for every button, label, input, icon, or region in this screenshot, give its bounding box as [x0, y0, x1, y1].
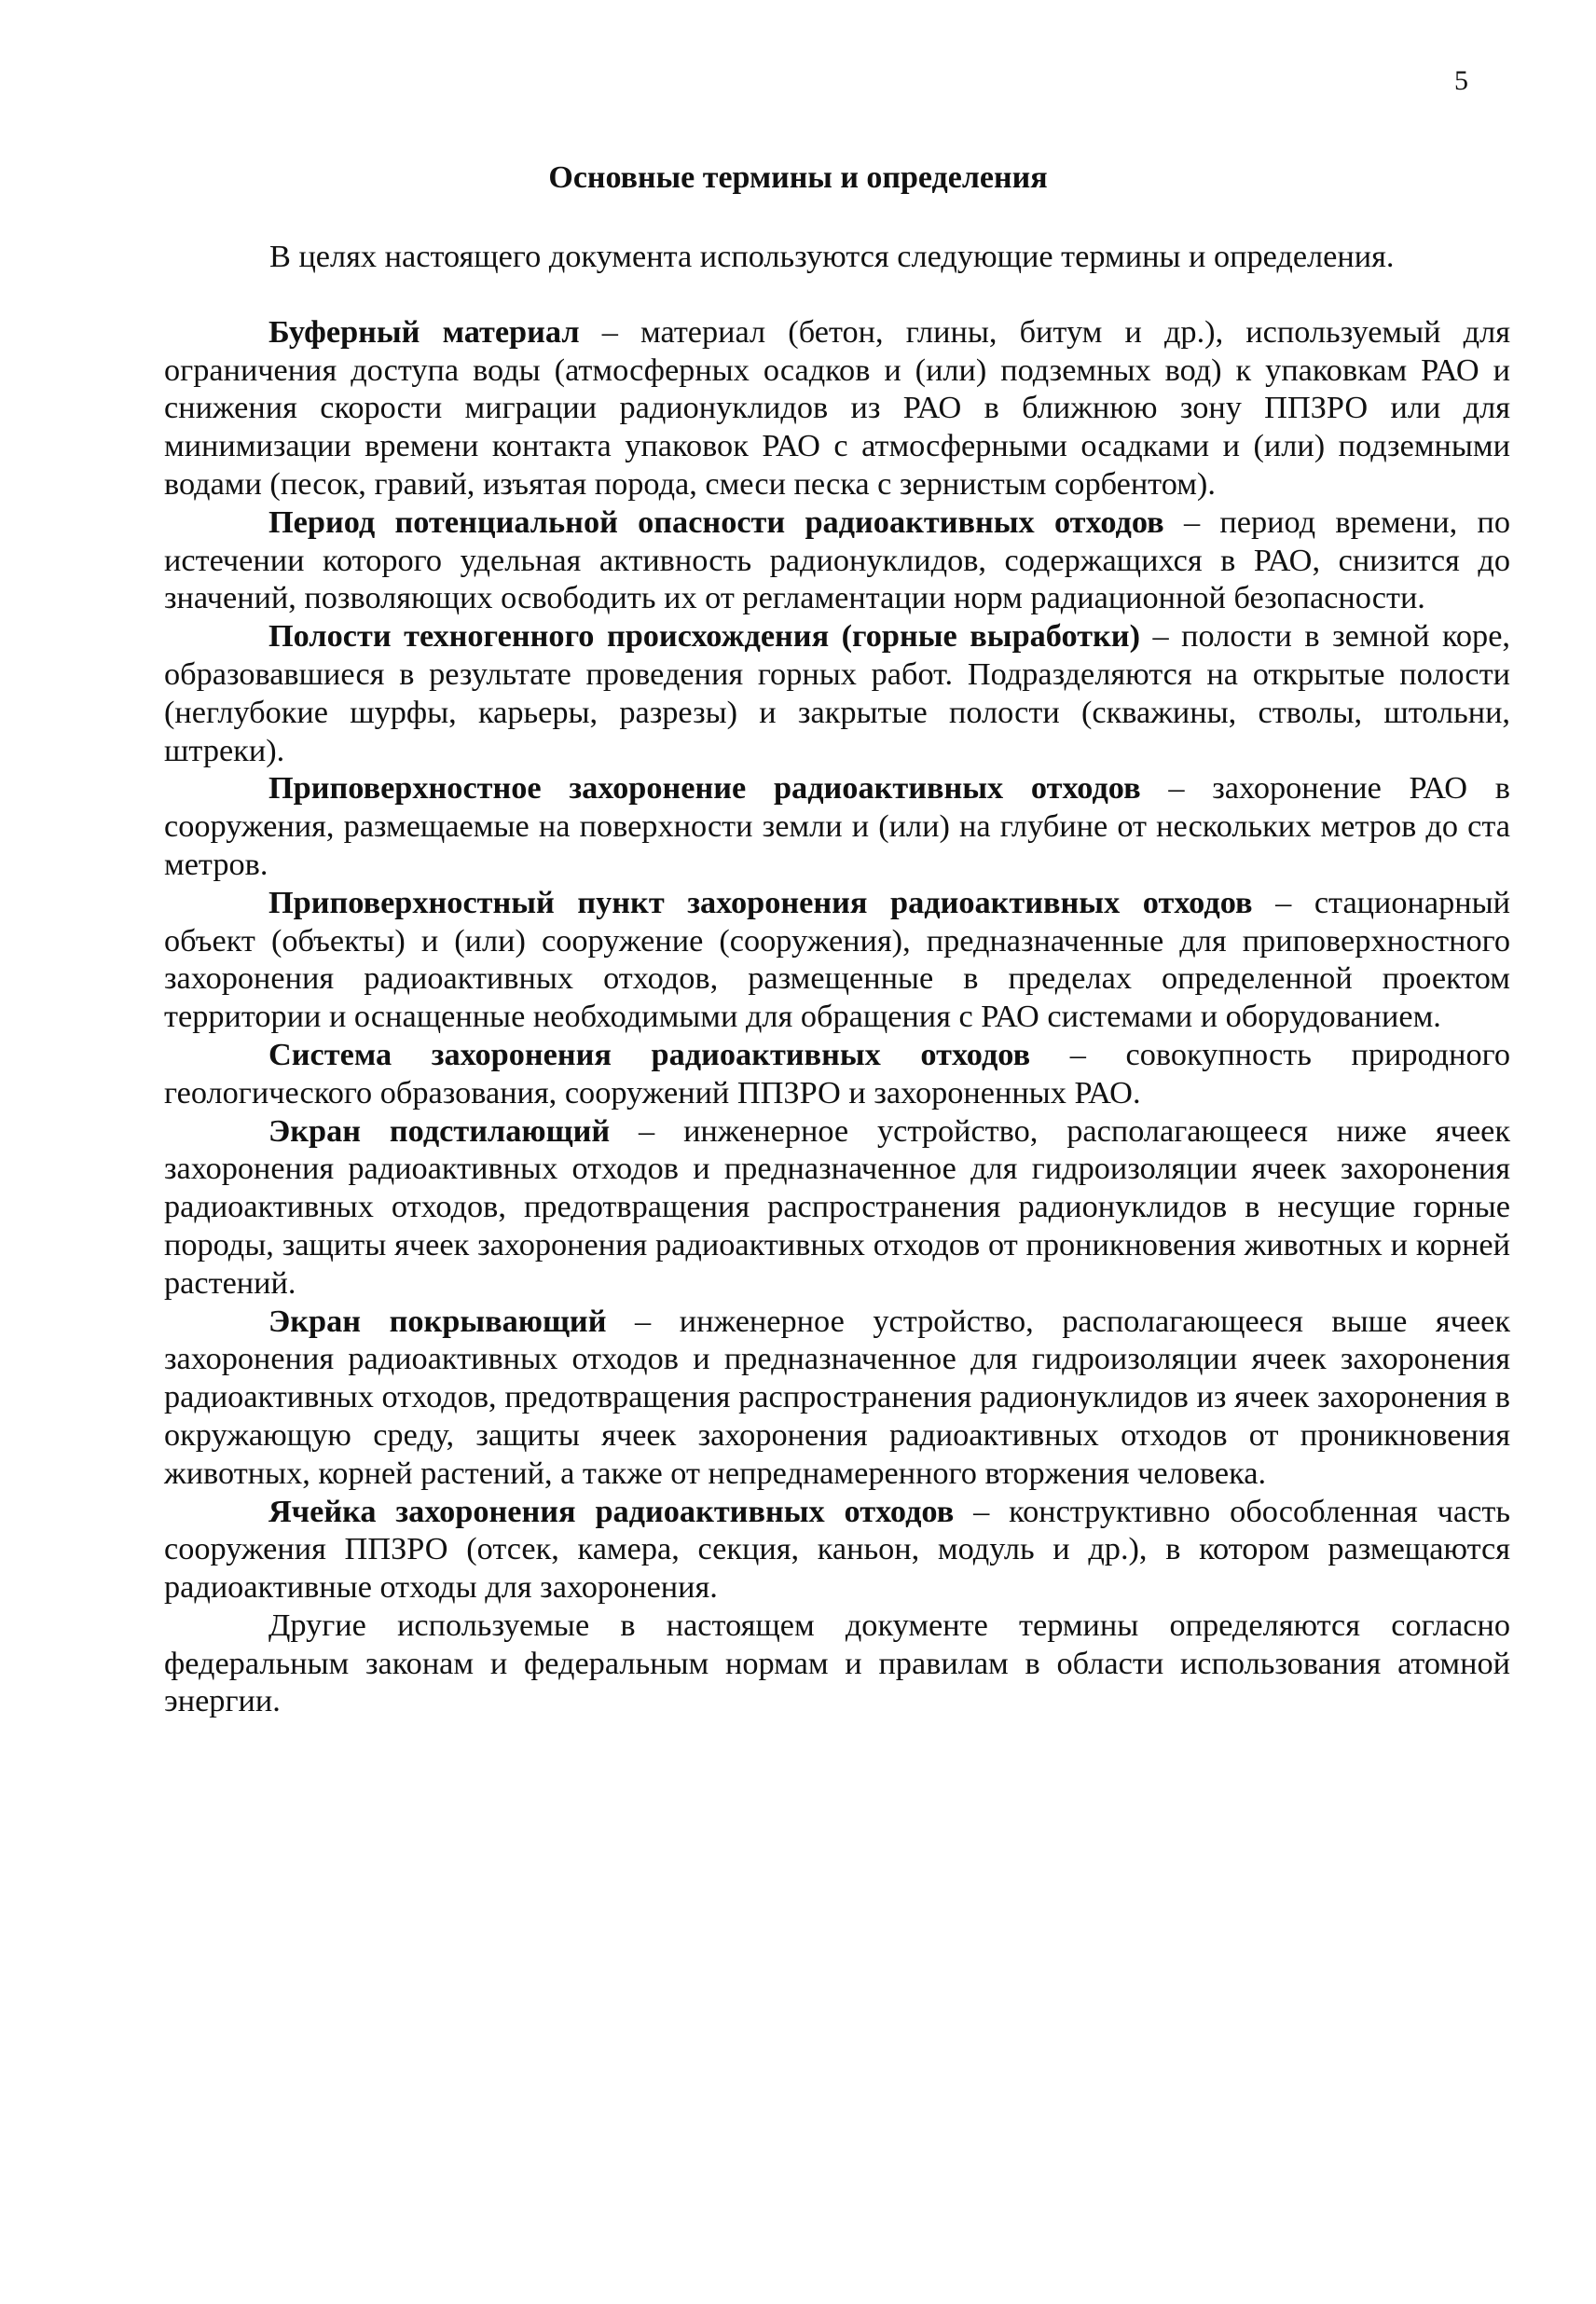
definition-paragraph	[164, 1036, 1510, 1112]
definition-text: – период времени, по истечении которого удельная активность радионуклидов, содержащихся в РАО, снизится до значений, позволяющих освободить их от регламентации норм радиационной безопасности.	[164, 504, 1510, 616]
definition-paragraph	[164, 617, 1510, 769]
closing-paragraph: Другие используемые в настоящем документе термины определяются согласно федеральным законам и федеральным нормам и правилам в области использования атомной энергии.	[164, 1607, 1510, 1719]
definition-paragraph	[164, 1112, 1510, 1303]
page-title: Основные термины и определения	[548, 160, 1048, 195]
definition-text: – стационарный объект (объекты) и (или) сооружение (сооружения), предназначенные для приповерхностного захоронения радиоактивных отходов, размещенные в пределах определенной проектом территории и оснащенные необходимыми для обращения с РАО системами и оборудованием.	[164, 884, 1510, 1035]
definition-term: Приповерхностный пункт захоронения радиоактивных отходов	[268, 884, 1253, 920]
definition-paragraph	[164, 504, 1510, 617]
definition-paragraph	[164, 313, 1510, 504]
document-body	[164, 238, 1510, 1720]
definition-paragraph	[164, 884, 1510, 1036]
page-number: 5	[1454, 65, 1468, 96]
definition-text: – совокупность природного геологического образования, сооружений ППЗРО и захороненных РАО.	[164, 1036, 1510, 1111]
definition-term: Ячейка захоронения радиоактивных отходов	[268, 1493, 955, 1529]
definition-text: – конструктивно обособленная часть сооружения ППЗРО (отсек, камера, секция, каньон, модуль и др.), в котором размещаются радиоактивные отходы для захоронения.	[164, 1493, 1510, 1606]
definition-term: Буферный материал	[268, 313, 580, 350]
definition-term: Полости техногенного происхождения (горные выработки)	[268, 618, 1140, 655]
definition-text: – полости в земной коре, образовавшиеся в результате проведения горных работ. Подразделяются на открытые полости (неглубокие шурфы, карьеры, разрезы) и закрытые полости (скважины, стволы, штольни, штреки).	[164, 618, 1510, 768]
definition-text: – захоронение РАО в сооружения, размещаемые на поверхности земли и (или) на глубине от нескольких метров до ста метров.	[164, 770, 1510, 882]
definition-text: – инженерное устройство, располагающееся выше ячеек захоронения радиоактивных отходов и предназначенное для гидроизоляции ячеек захоронения радиоактивных отходов, предотвращения распространения радионуклидов из ячеек захоронения в окружающую среду, защиты ячеек захоронения радиоактивных отходов от проникновения животных, корней растений, а также от непреднамеренного вторжения человека.	[164, 1303, 1510, 1491]
definition-text: – материал (бетон, глины, битум и др.), используемый для ограничения доступа воды (атмосферных осадков и (или) подземных вод) к упаковкам РАО и снижения скорости миграции радионуклидов из РАО в ближнюю зону ППЗРО или для минимизации времени контакта упаковок РАО с атмосферными осадками и (или) подземными водами (песок, гравий, изъятая порода, смеси песка с зернистым сорбентом).	[164, 313, 1511, 502]
definition-term: Период потенциальной опасности радиоактивных отходов	[268, 504, 1164, 540]
definition-paragraph	[164, 1303, 1510, 1493]
definition-text: – инженерное устройство, располагающееся ниже ячеек захоронения радиоактивных отходов и предназначенное для гидроизоляции ячеек захоронения радиоактивных отходов, предотвращения распространения радионуклидов в несущие горные породы, защиты ячеек захоронения радиоактивных отходов от проникновения животных и корней растений.	[164, 1112, 1510, 1301]
definition-term: Система захоронения радиоактивных отходов	[268, 1036, 1031, 1072]
definition-term: Приповерхностное захоронение радиоактивных отходов	[268, 770, 1141, 807]
definition-paragraph	[164, 769, 1510, 883]
intro-paragraph: В целях настоящего документа используются следующие термины и определения.	[269, 239, 1395, 274]
definition-term: Экран покрывающий	[268, 1303, 607, 1339]
definition-paragraph	[164, 1493, 1510, 1607]
definition-term: Экран подстилающий	[268, 1112, 611, 1149]
